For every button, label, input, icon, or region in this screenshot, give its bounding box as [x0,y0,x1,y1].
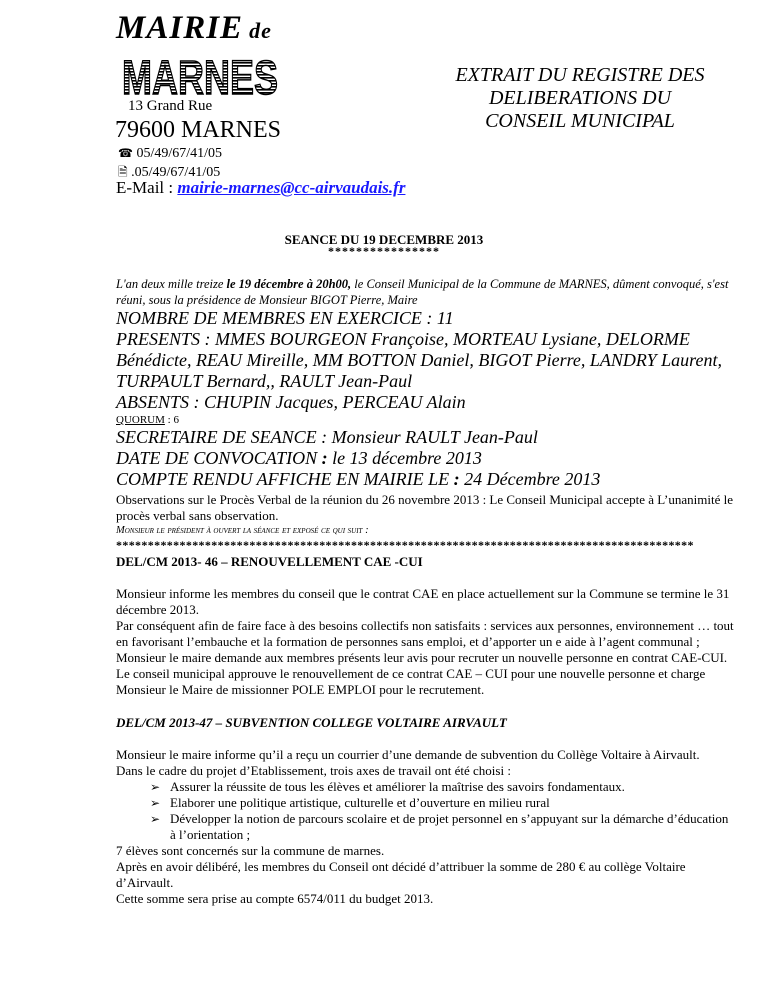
extrait-line-3: CONSEIL MUNICIPAL [485,110,675,132]
convocation-label: DATE DE CONVOCATION [116,448,322,468]
email-line [116,178,405,198]
quorum-label: QUORUM [116,414,165,426]
intro-part-a: L'an deux mille treize [116,277,227,291]
extrait-line-2: DELIBERATIONS DU [488,87,672,109]
list-item: ➢ Elaborer une politique artistique, culturelle et d’ouverture en milieu rural [150,795,736,811]
president-opening: Monsieur le président à ouvert la séance et exposé ce qui suit : [116,525,369,536]
del46-paragraph-3: Le conseil municipal approuve le renouvellement de ce contrat CAE – CUI pour une nouvelle personne et charge Monsieur le Maire de missionner POLE EMPLOI pour le recrutement. [116,666,706,697]
logo-text: MARNES [122,52,278,104]
del47-paragraph-3: 7 élèves sont concernés sur la commune de marnes. [116,843,385,858]
affiche-colon: : [453,469,460,489]
date-convocation [116,448,736,469]
del46-title: DEL/CM 2013- 46 – RENOUVELLEMENT CAE -CUI [116,554,423,569]
del46-paragraph-1: Monsieur informe les membres du conseil que le contrat CAE en place actuellement sur la Commune se termine le 31 décembre 2013. [116,586,730,617]
seance-stars: **************** [328,244,440,258]
del46-paragraph-2: Par conséquent afin de faire face à des besoins collectifs non satisfaits : services aux personnes, environnement … tout en favorisant l’embauche et la formation de personnes sans emploi, et d’apporter un e aide à l’agent communal ; Monsieur le maire demande aux membres présents leur avis pour recruter un nouvelle personne en contrat CAE-CUI. [116,618,734,665]
affiche-label: COMPTE RENDU AFFICHE EN MAIRIE LE [116,469,454,489]
del47-paragraph-1: Monsieur le maire informe qu’il a reçu un courrier d’une demande de subvention du Collège Voltaire à Airvault. [116,747,700,762]
convocation-date: le 13 décembre 2013 [327,448,482,468]
seance-intro [116,276,736,308]
list-item: ➢ Assurer la réussite de tous les élèves et améliorer la maîtrise des savoirs fondamentaux. [150,779,736,795]
phone-number: 05/49/67/41/05 [136,146,223,161]
separator-stars: ******************************************************************************************* [116,538,694,552]
nombre-membres: NOMBRE DE MEMBRES EN EXERCICE : 11 [116,308,454,328]
extrait-title [420,64,740,133]
del47-paragraph-4: Après en avoir délibéré, les membres du Conseil ont décidé d’attribuer la somme de 280 € au collège Voltaire d’Airvault. [116,859,686,890]
absents: ABSENTS : CHUPIN Jacques, PERCEAU Alain [116,392,466,412]
marnes-logo [120,44,280,104]
email-link[interactable]: mairie-marnes@cc-airvaudais.fr [177,178,406,197]
mairie-de: de [249,18,272,43]
address-street: 13 Grand Rue [128,98,213,114]
email-label: E-Mail : [116,178,178,197]
compte-rendu-affiche [116,469,736,490]
del47-axes-list [116,779,736,843]
del47-title: DEL/CM 2013-47 – SUBVENTION COLLEGE VOLTAIRE AIRVAULT [116,715,507,730]
seance-title: SEANCE DU 19 DECEMBRE 2013 [284,232,484,247]
fax-document-icon: 🗎 [118,165,128,179]
secretaire-seance: SECRETAIRE DE SEANCE : Monsieur RAULT Jean-Paul [116,427,538,447]
document-body [116,276,736,907]
mairie-title [116,10,272,47]
del47-paragraph-2: Dans le cadre du projet d’Etablissement, trois axes de travail ont été choisi : [116,763,511,778]
list-item: ➢ Développer la notion de parcours scolaire et de projet personnel en s’appuyant sur la démarche d’éducation à l’orientation ; [150,811,736,843]
presents: PRESENTS : MMES BOURGEON Françoise, MORTEAU Lysiane, DELORME Bénédicte, REAU Mireille, MM BOTTON Daniel, BIGOT Pierre, LANDRY Laurent, TURPAULT Bernard,, RAULT Jean-Paul [116,329,722,391]
mairie-word: MAIRIE [116,10,244,46]
fax-number: .05/49/67/41/05 [131,165,221,180]
address-city: 79600 MARNES [115,117,282,143]
intro-date: le 19 décembre à 20h00, [226,277,352,291]
affiche-date: 24 Décembre 2013 [459,469,601,489]
extrait-line-1: EXTRAIT DU REGISTRE DES [455,64,705,86]
quorum-value: : 6 [164,414,179,426]
telephone-icon: ☎ [118,146,133,160]
observations: Observations sur le Procès Verbal de la réunion du 26 novembre 2013 : Le Conseil Municipal accepte à L’unanimité le procès verbal sans observation. [116,492,733,523]
del47-paragraph-5: Cette somme sera prise au compte 6574/011 du budget 2013. [116,891,434,906]
convocation-colon: : [321,448,328,468]
phone-line [118,146,222,162]
quorum [116,413,736,427]
intro-part-c: le Conseil Municipal de la Commune de MARNES, dûment convoqué, s'est réuni, sous la présidence de Monsieur BIGOT Pierre, Maire [116,277,729,307]
